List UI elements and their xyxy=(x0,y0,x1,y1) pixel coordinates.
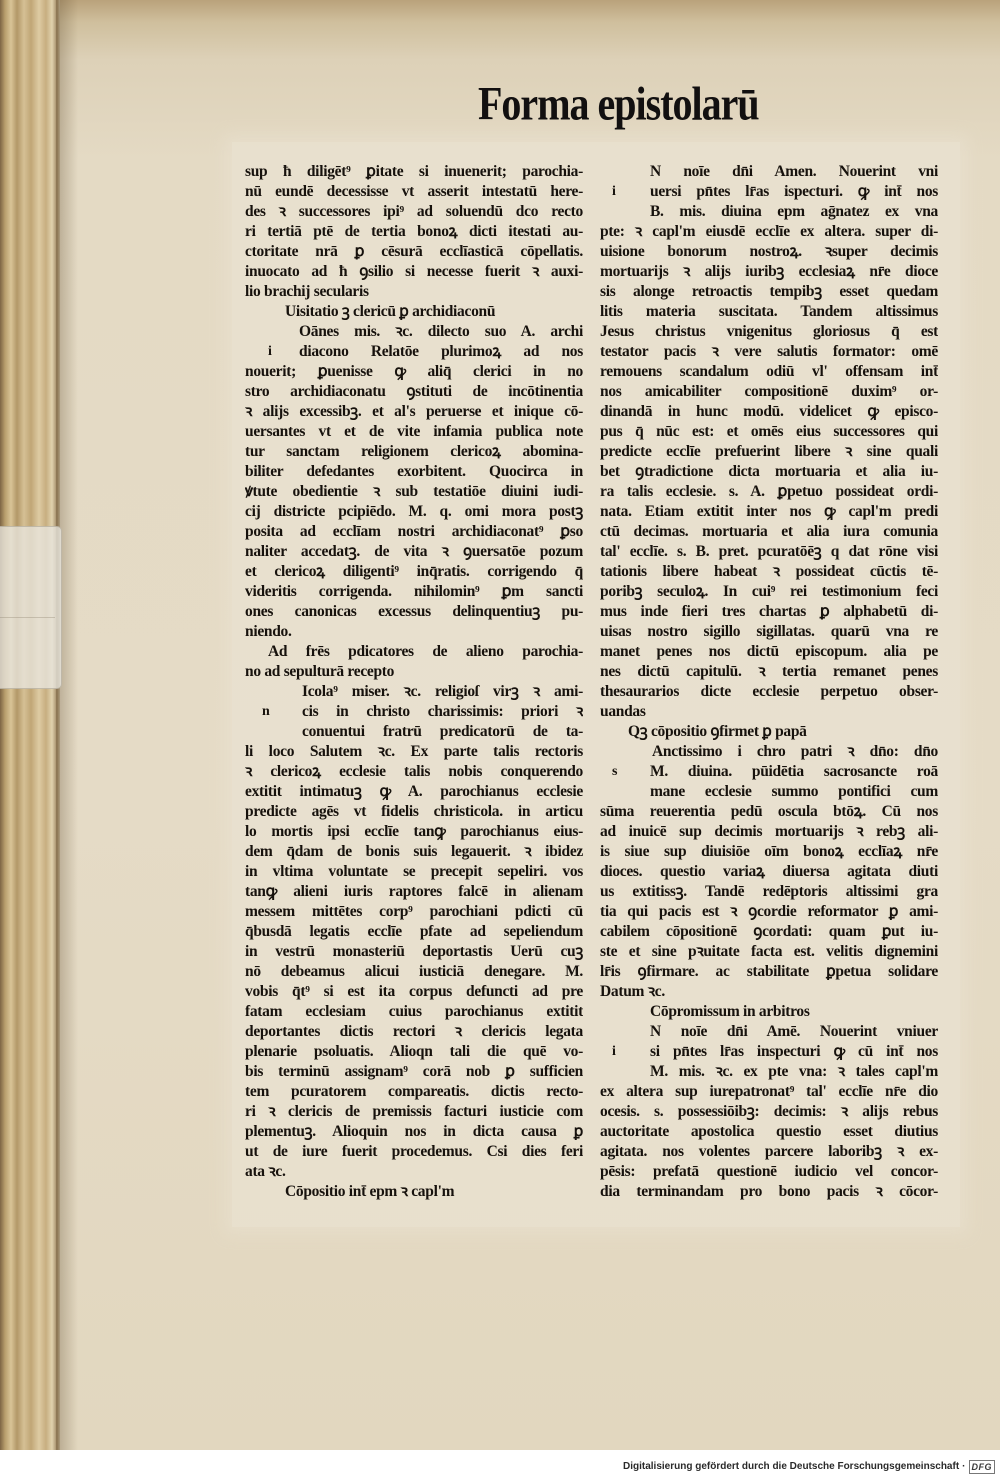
text-line: ri ꝛ clericis de premissis facturi iusticie com xyxy=(245,1103,583,1120)
text-line: tanꝙ alieni iuris raptores falcē in alienam xyxy=(245,883,583,900)
text-line: nata. Etiam extitit inter nos ꝙ capl'm predi xyxy=(600,503,938,520)
line-text: si pn̄tes lr̄as inspecturi ꝙ cū int̄ nos xyxy=(650,1043,938,1060)
text-line: N noīe dn̄i Amē. Nouerint vniuer xyxy=(650,1023,938,1040)
text-line: et clericoꝝ diligenti⁹ inq̄ratis. corrigendo q̄ xyxy=(245,563,583,580)
text-line: testator pacis ꝛ vere salutis formator: omē xyxy=(600,343,938,360)
text-line: dia terminandam pro bono pacis ꝛ cōcor- xyxy=(600,1183,938,1200)
guide-letter: s xyxy=(612,764,618,779)
digitization-footer xyxy=(0,1450,1000,1483)
text-line: naliter accedatꝫ. de vita ꝛ ꝯuersatōe pozum xyxy=(245,543,583,560)
text-line: cabilem cōpositionē ꝯcordati: quam ꝑut iu- xyxy=(600,923,938,940)
left-column xyxy=(245,162,583,1202)
section-heading: Cōpositio int̄ epm ꝛ capl'm xyxy=(285,1183,455,1200)
text-line: ocesis. s. possessiōibꝫ: decimis: ꝛ alijs rebus xyxy=(600,1103,938,1120)
guide-letter: i xyxy=(612,1044,616,1059)
text-line: litis materia suscitata. Tandem altissimus xyxy=(600,303,938,320)
text-line: pus q̄ nūc est: et omēs eius successores qui xyxy=(600,423,938,440)
text-line: uersantes vt et de vite infamia publica note xyxy=(245,423,583,440)
section-heading: Uisitatio ꝫ clericū ꝑ archidiaconū xyxy=(285,303,496,320)
text-line: uisas nostro sigillo sigillatas. quarū vna re xyxy=(600,623,938,640)
text-line: ctoritate nrā ꝑ cēsurā ecclīasticā cōpellatis. xyxy=(245,243,583,260)
text-line: vobis q̄t⁹ si est ita corpus defuncti ad pre xyxy=(245,983,583,1000)
text-line: thesaurarios dicte ecclesie perpetuo obser- xyxy=(600,683,938,700)
text-line: ste et sine pꝛuitate facta est. velitis dignemini xyxy=(600,943,938,960)
text-line: sis alonge retroactis tempibꝫ esset quedam xyxy=(600,283,938,300)
text-line: manet penes nos dictū episcopum. alia pe xyxy=(600,643,938,660)
text-line: extitit intimatuꝫ ꝙ A. parochianus ecclesie xyxy=(245,783,583,800)
text-line: agitata. nos volentes parcere laboribꝫ ꝛ ex- xyxy=(600,1143,938,1160)
section-heading: no ad sepulturā recepto xyxy=(245,663,395,680)
text-line: fatam ecclesiam cuius parochianus extitit xyxy=(245,1003,583,1020)
guide-letter: i xyxy=(268,344,272,359)
guide-letter: n xyxy=(262,704,270,719)
text-line: biliter defedantes exorbitent. Quocirca in xyxy=(245,463,583,480)
text-line: ata ꝛc. xyxy=(245,1163,286,1180)
right-column xyxy=(600,162,938,1202)
text-line: nouerit; ꝑuenisse ꝙ aliq̄ clerici in no xyxy=(245,363,583,380)
page-gutter-shadow xyxy=(56,0,78,1450)
funding-credit: Digitalisierung gefördert durch die Deutsche Forschungsgemeinschaft xyxy=(622,1461,960,1472)
footer-separator: · xyxy=(962,1461,966,1472)
text-line: nes dictū capitulū. ꝛ tertia remanet penes xyxy=(600,663,938,680)
running-title: Forma epistolarū xyxy=(478,77,759,131)
text-line: ri tertiā ptē de tertia bonoꝝ dicti itestati au- xyxy=(245,223,583,240)
text-line: mortuarijs ꝛ alijs iuribꝫ ecclesiaꝝ nr̄e dioce xyxy=(600,263,938,280)
text-line: tur sanctam religionem clericoꝝ abomina- xyxy=(245,443,583,460)
text-line: ꝛ alijs excessibꝫ. et al's peruerse et inique cō- xyxy=(245,403,583,420)
text-line: conuentui fratrū predicatorū de ta- xyxy=(302,723,583,740)
text-line: B. mis. diuina epm aḡnatez ex vna xyxy=(650,203,938,220)
section-heading: Cōpromissum in arbitros xyxy=(650,1003,810,1020)
text-line: N noīe dn̄i Amen. Nouerint vni xyxy=(650,163,938,180)
book-page-edges xyxy=(0,0,60,1450)
section-heading: Qꝫ cōpositio ꝯfirmet ꝑ papā xyxy=(628,723,807,740)
text-line: Jesus christus vnigenitus gloriosus q̄ est xyxy=(600,323,938,340)
dfg-logo-icon: DFG xyxy=(969,1460,996,1474)
text-line: Anctissimo i chro patri ꝛ dn̄o: dn̄o xyxy=(652,743,938,760)
text-line: deportantes dictis rectori ꝛ clericis legata xyxy=(245,1023,583,1040)
text-line: ones canonicas excessus delinquentiuꝫ pu- xyxy=(245,603,583,620)
text-line: us extitissꝫ. Tandē redēptoris altissimi gra xyxy=(600,883,938,900)
text-line xyxy=(600,182,938,202)
text-line: lo mortis ipsi ecclīe tanꝙ parochianus eius- xyxy=(245,823,583,840)
text-line: ra talis ecclesie. s. A. ꝑpetuo possideat ordi- xyxy=(600,483,938,500)
text-line: tationis libere habeat ꝛ possideat cūctis tē- xyxy=(600,563,938,580)
text-line: lio brachij secularis xyxy=(245,283,369,300)
text-line: tal' ecclīe. s. B. pret. pcuratōēꝫ q dat rōne visi xyxy=(600,543,938,560)
text-line: M. mis. ꝛc. ex pte vna: ꝛ tales capl'm xyxy=(650,1063,938,1080)
text-line: ctū decimas. mortuaria et alia iura comunia xyxy=(600,523,938,540)
text-line: Datum ꝛc. xyxy=(600,983,665,1000)
text-line: bis terminū assignam⁹ corā nob ꝑ sufficien xyxy=(245,1063,583,1080)
text-line: tem pcuratorem compareatis. dictis recto- xyxy=(245,1083,583,1100)
text-line: q̄busdā legatis ecclīe pfate ad sepeliendum xyxy=(245,923,583,940)
text-line: inuocato ad ħ ꝯsilio si necesse fuerit ꝛ auxi- xyxy=(245,263,583,280)
text-line xyxy=(600,1042,938,1062)
guide-letter: i xyxy=(612,184,616,199)
text-line: uandas xyxy=(600,703,646,720)
text-line: poribꝫ seculoꝝ. In cui⁹ rei testimonium feci xyxy=(600,583,938,600)
text-line: messem mittētes corp⁹ parochiani pdicti cū xyxy=(245,903,583,920)
line-text: diacono Relatōe plurimoꝝ ad nos xyxy=(299,343,583,360)
text-line: plenarie psoluatis. Alioqn tali die quē vo- xyxy=(245,1043,583,1060)
text-line: Icola⁹ miser. ꝛc. religioſ virꝫ ꝛ ami- xyxy=(302,683,583,700)
text-line: auctoritate apostolica questio esset diutius xyxy=(600,1123,938,1140)
text-line: dioces. questio variaꝝ diuersa agitata diuti xyxy=(600,863,938,880)
text-line: posita ad ecclīam nostri archidiaconat⁹ ꝑso xyxy=(245,523,583,540)
text-line: pte: ꝛ capl'm eiusdē ecclīe ex altera. super di- xyxy=(600,223,938,240)
text-line: dem q̄dam de bonis suis legauerit. ꝛ ibidez xyxy=(245,843,583,860)
line-text: cis in christo charissimis: priori ꝛ xyxy=(302,703,583,720)
text-line: niendo. xyxy=(245,623,292,640)
text-line: ꝛ clericoꝝ ecclesie talis nobis conquerendo xyxy=(245,763,583,780)
text-line: nū eundē decessisse vt asserit intestatū here- xyxy=(245,183,583,200)
text-line: bet ꝯtradictione dicta mortuaria et alia iu- xyxy=(600,463,938,480)
line-text: uersi pn̄tes lr̄as ispecturi. ꝙ int̄ nos xyxy=(650,183,938,200)
text-line: mane ecclesie summo pontifici cum xyxy=(650,783,938,800)
text-line: is siue sup diuisiōe oīm bonoꝝ ecclīaꝝ nr̄e xyxy=(600,843,938,860)
text-line: ꝟtute obedientie ꝛ sub testatiōe diuini iudi- xyxy=(245,483,583,500)
text-line: tia qui pacis est ꝛ ꝯcordie reformator ꝑ ami- xyxy=(600,903,938,920)
text-line: mus inde fieri tres chartas ꝑ alphabetū di- xyxy=(600,603,938,620)
text-line: Oānes mis. ꝛc. dilecto suo A. archi xyxy=(299,323,583,340)
line-text: M. diuina. pūidētia sacrosancte roā xyxy=(650,763,938,780)
text-line: plementuꝫ. Alioquin nos in dicta causa ꝑ xyxy=(245,1123,583,1140)
text-line: in vltima voluntate se precepit sepeliri. vos xyxy=(245,863,583,880)
text-line xyxy=(245,702,583,722)
text-line: dinandā in hunc modū. videlicet ꝙ episco- xyxy=(600,403,938,420)
text-line: remouens scandalum odiū vl' offensam int̄ xyxy=(600,363,938,380)
text-line: videritis corrigenda. nihilomin⁹ ꝑm sancti xyxy=(245,583,583,600)
text-line xyxy=(245,342,583,362)
text-line: nos amicabiliter compositionē duxim⁹ or- xyxy=(600,383,938,400)
text-line: predicte agēs vt fidelis christicola. in articu xyxy=(245,803,583,820)
text-line: li loco Salutem ꝛc. Ex parte talis rectoris xyxy=(245,743,583,760)
text-line xyxy=(600,762,938,782)
text-line: sūma reuerentia pedū oscula btōꝝ. Cū nos xyxy=(600,803,938,820)
text-line: in vestrū monasteriū deportastis Uerū cuꝫ xyxy=(245,943,583,960)
page-clip-tab xyxy=(0,526,62,689)
text-line: ex altera sup iurepatronat⁹ tal' ecclīe nr̄e dio xyxy=(600,1083,938,1100)
text-line: uisione bonorum nostroꝝ. ꝛsuper decimis xyxy=(600,243,938,260)
text-line: ut de iure fuerit procedemus. Csi dies feri xyxy=(245,1143,583,1160)
text-line: des ꝛ successores ipi⁹ ad soluendū dco recto xyxy=(245,203,583,220)
text-line: ad inuicē sup decimis mortuarijs ꝛ rebꝫ ali- xyxy=(600,823,938,840)
text-line: sup ħ diligēt⁹ ꝑitate si inuenerit; parochia- xyxy=(245,163,583,180)
text-line: pēsis: prefatā questionē iudicio vel concor- xyxy=(600,1163,938,1180)
section-heading: Ad frēs pdicatores de alieno parochia- xyxy=(268,643,583,660)
text-line: predicte ecclīe prefuerint libere ꝛ sine quali xyxy=(600,443,938,460)
text-line: stro archidiaconatu ꝯstituti de incōtinentia xyxy=(245,383,583,400)
text-line: cij districte pcipiēdo. M. q. omi mora postꝫ xyxy=(245,503,583,520)
text-line: lr̄is ꝯfirmare. ac stabilitate ꝑpetua solidare xyxy=(600,963,938,980)
text-line: nō debeamus alicui iusticiā denegare. M. xyxy=(245,963,583,980)
